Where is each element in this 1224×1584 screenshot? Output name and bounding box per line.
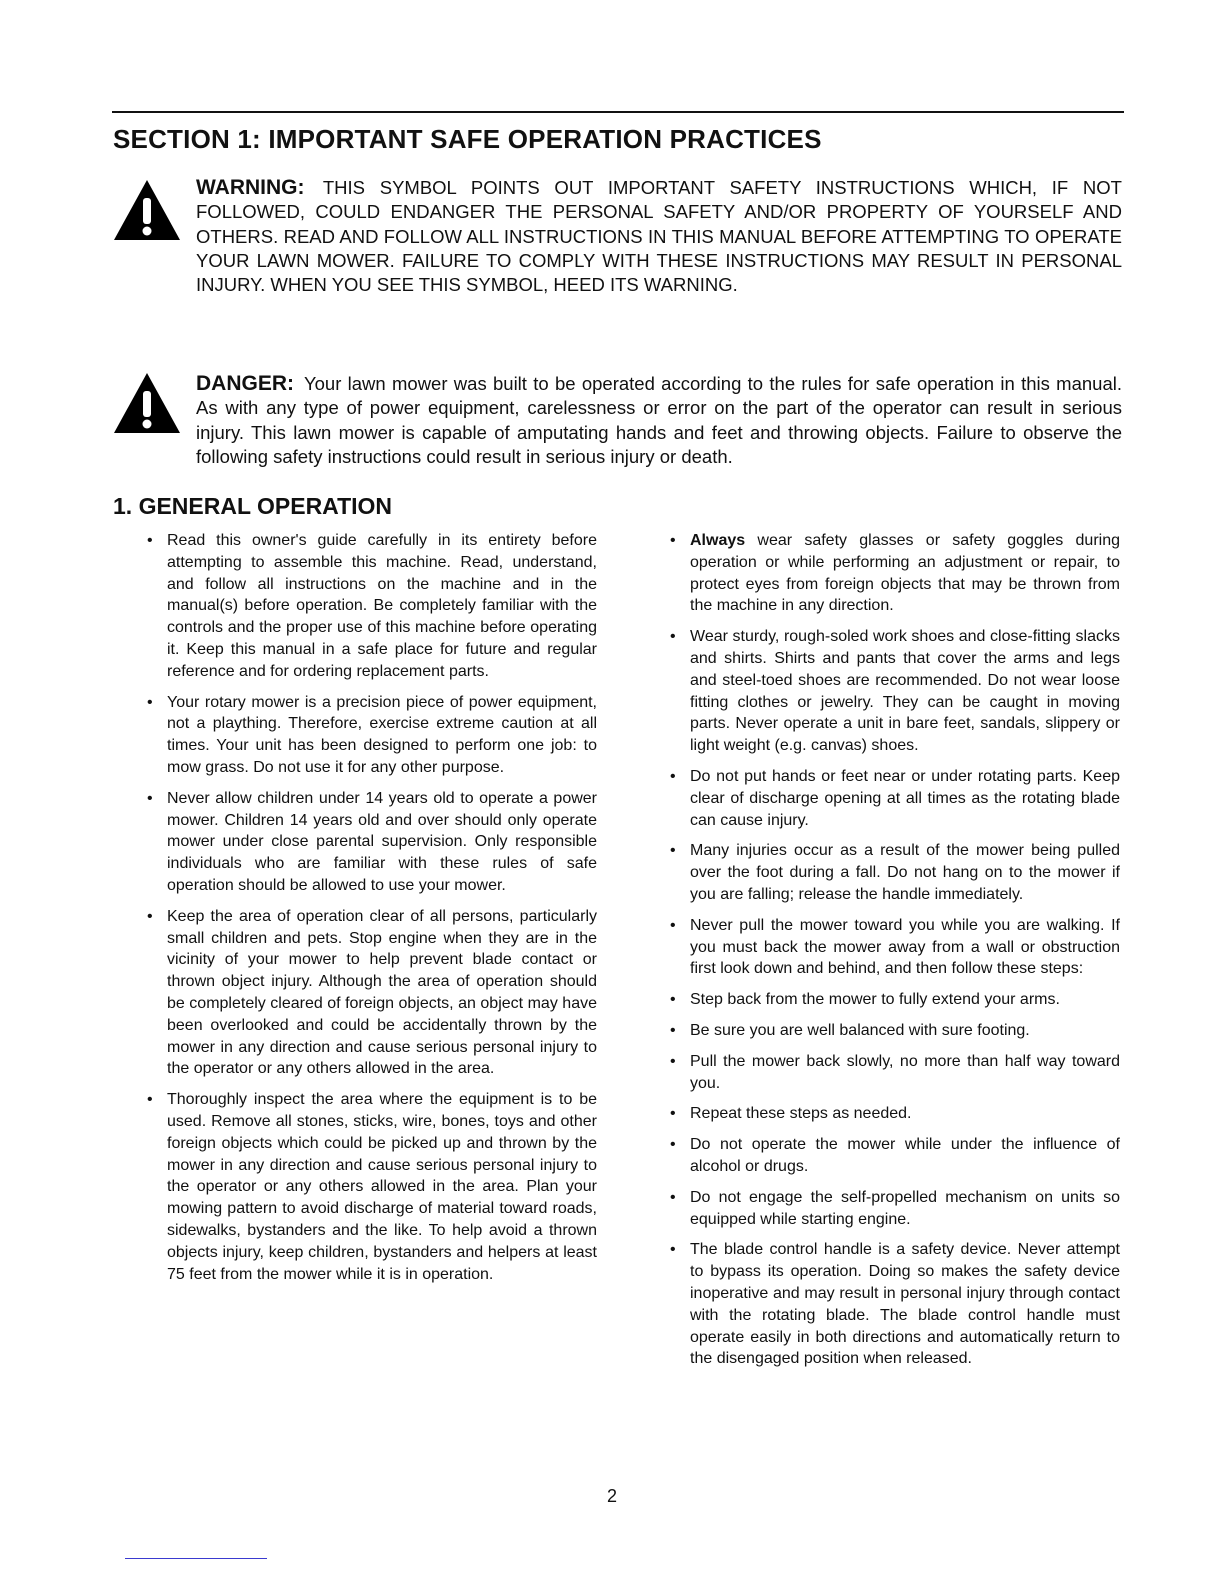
bullet-icon: • (670, 532, 676, 549)
warning-triangle-icon (112, 178, 182, 242)
list-item-text: Do not put hands or feet near or under rotating parts. Keep clear of discharge opening at all times as the rotating blade can cause injury. (690, 767, 1120, 829)
bullet-icon: • (147, 789, 153, 807)
danger-triangle-icon (112, 371, 182, 435)
list-item-text: Never allow children under 14 years old to operate a power mower. Children 14 years old and over should only operate mower under close parental supervision. Only responsible individuals who are familiar with these rules of safe operation should be allowed to use your mower. (167, 789, 597, 894)
list-item (670, 766, 1120, 831)
warning-label: WARNING: (196, 176, 305, 199)
danger-notice (196, 372, 1122, 469)
list-item (670, 1103, 1120, 1125)
list-item (670, 1134, 1120, 1178)
list-item (670, 915, 1120, 980)
list-item-text: Read this owner's guide carefully in its entirety before attempting to assemble this machine. Read, understand, and follow all instructions on the machine and in the manual(s) before operation. Be completely familiar with the controls and the proper use of this machine before operating it. Keep this manual in a safe place for future and regular reference and for ordering replacement parts. (167, 532, 597, 680)
list-item-text: Many injuries occur as a result of the mower being pulled over the foot during a fall. Do not hang on to the mower if you are falling; release the handle immediately. (690, 842, 1120, 903)
list-item-text: wear safety glasses or safety goggles during operation or while performing an adjustment or repair, to protect eyes from foreign objects that may be thrown from the machine in any direction. (690, 532, 1120, 615)
top-divider (112, 111, 1124, 113)
list-item (670, 840, 1120, 905)
page-number: 2 (606, 1486, 617, 1506)
list-item (147, 692, 597, 779)
list-item (147, 1089, 597, 1285)
list-item-text: Repeat these steps as needed. (690, 1105, 912, 1123)
list-item-text: Never pull the mower toward you while you are walking. If you must back the mower away from a wall or obstruction first look down and behind, and then follow these steps: (690, 916, 1120, 978)
list-item-text: Do not operate the mower while under the influence of alcohol or drugs. (690, 1136, 1120, 1175)
list-item (670, 626, 1120, 757)
bullet-icon: • (670, 1241, 676, 1259)
bullet-icon: • (670, 842, 676, 860)
emphasis-text: Always (690, 532, 746, 549)
bullet-icon: • (670, 628, 676, 646)
bullet-icon: • (670, 1021, 676, 1039)
right-column-list (670, 530, 1120, 1379)
list-item (670, 1051, 1120, 1095)
danger-label: DANGER: (196, 372, 294, 395)
list-item-text: The blade control handle is a safety device. Never attempt to bypass its operation. Doing so makes the safety device inoperative and may result in personal injury through contact with the rotating blade. The blade control handle must operate easily in both directions and automatically return to the disengaged position when released. (690, 1241, 1120, 1368)
danger-text: Your lawn mower was built to be operated according to the rules for safe operation in this manual. As with any type of power equipment, carelessness or error on the part of the operator can result in serious injury. This lawn mower is capable of amputating hands and feet and throwing objects. Failure to observe the following safety instructions could result in serious injury or death. (196, 373, 1122, 467)
warning-notice (196, 176, 1122, 297)
list-item-text: Step back from the mower to fully extend your arms. (690, 991, 1060, 1009)
list-item (670, 989, 1120, 1011)
bullet-icon: • (147, 907, 153, 925)
list-item (670, 1239, 1120, 1370)
section-title: SECTION 1: IMPORTANT SAFE OPERATION PRACTICES (113, 124, 822, 154)
footer-divider (125, 1558, 267, 1559)
list-item-text: Thoroughly inspect the area where the equipment is to be used. Remove all stones, sticks, wire, bones, toys and other foreign objects which could be picked up and thrown by the mower in any direction and cause serious personal injury to the operator or any others allowed in the area. Plan your mowing pattern to avoid discharge of material toward roads, sidewalks, bystanders and the like. To help avoid a thrown objects injury, keep children, bystanders and helpers at least 75 feet from the mower while it is in operation. (167, 1091, 597, 1283)
list-item (147, 788, 597, 897)
list-item (147, 530, 597, 683)
bullet-icon: • (147, 1091, 153, 1109)
list-item (670, 1020, 1120, 1042)
list-item (670, 1187, 1120, 1231)
list-item (670, 530, 1120, 617)
list-item (147, 906, 597, 1080)
bullet-icon: • (670, 1105, 676, 1123)
warning-text: THIS SYMBOL POINTS OUT IMPORTANT SAFETY INSTRUCTIONS WHICH, IF NOT FOLLOWED, COULD ENDANGER THE PERSONAL SAFETY AND/OR PROPERTY OF YOURSELF AND OTHERS. READ AND FOLLOW ALL INSTRUCTIONS IN THIS MANUAL BEFORE ATTEMPTING TO OPERATE YOUR LAWN MOWER. FAILURE TO COMPLY WITH THESE INSTRUCTIONS MAY RESULT IN PERSONAL INJURY. WHEN YOU SEE THIS SYMBOL, HEED ITS WARNING. (196, 177, 1122, 296)
bullet-icon: • (670, 767, 676, 785)
bullet-icon: • (670, 1136, 676, 1154)
left-column-list (147, 530, 597, 1294)
list-item-text: Be sure you are well balanced with sure footing. (690, 1021, 1030, 1039)
bullet-icon: • (670, 991, 676, 1009)
list-item-text: Keep the area of operation clear of all persons, particularly small children and pets. Stop engine when they are in the vicinity of your mower to help prevent blade contact or thrown object injury. Although the area of operation should be completely cleared of foreign objects, an object may have been overlooked and could be accidentally thrown by the mower in any direction and cause serious personal injury to the operator or any others allowed in the area. (167, 907, 597, 1078)
bullet-icon: • (670, 1188, 676, 1206)
general-operation-heading: 1. GENERAL OPERATION (113, 493, 393, 519)
bullet-icon: • (147, 532, 153, 549)
list-item-text: Do not engage the self-propelled mechanism on units so equipped while starting engine. (690, 1188, 1120, 1228)
list-item-text: Wear sturdy, rough-soled work shoes and close-fitting slacks and shirts. Shirts and pants that cover the arms and legs and steel-toed shoes are recommended. Do not wear loose fitting clothes or jewelry. They can be caught in moving parts. Never operate a unit in bare feet, sandals, slippery or light weight (e.g. canvas) shoes. (690, 628, 1120, 755)
list-item-text: Your rotary mower is a precision piece of power equipment, not a plaything. Therefore, exercise extreme caution at all times. Your unit has been designed to perform one job: to mow grass. Do not use it for any other purpose. (167, 693, 597, 776)
bullet-icon: • (670, 916, 676, 934)
list-item-text: Pull the mower back slowly, no more than half way toward you. (690, 1052, 1120, 1092)
bullet-icon: • (670, 1052, 676, 1070)
bullet-icon: • (147, 693, 153, 711)
